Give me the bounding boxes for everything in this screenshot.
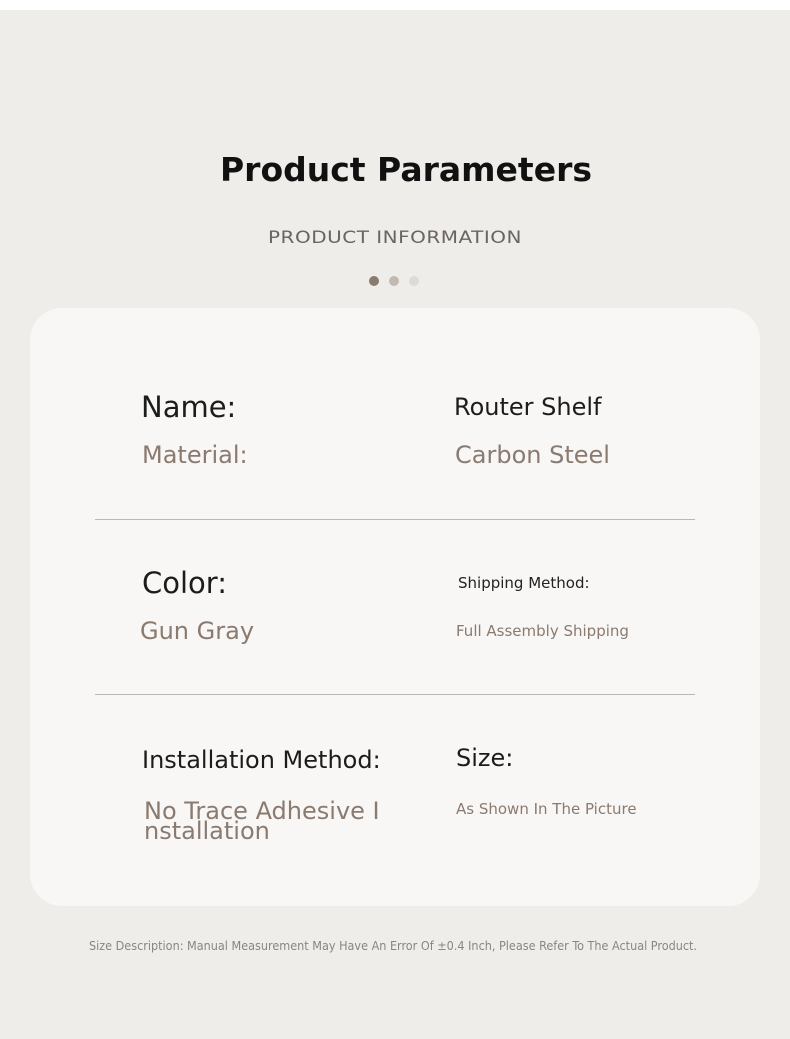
shipping-method-label: Shipping Method:: [458, 574, 590, 592]
dot-indicator-3: [409, 276, 419, 286]
shipping-method-value: Full Assembly Shipping: [456, 622, 629, 640]
divider-1: [95, 519, 695, 520]
parameters-card: [30, 308, 760, 906]
size-label: Size:: [456, 744, 514, 772]
name-label: Name:: [141, 390, 237, 424]
page-title: Product Parameters: [219, 150, 593, 189]
dot-indicator-2: [389, 276, 399, 286]
name-value: Router Shelf: [454, 393, 602, 421]
material-label: Material:: [142, 441, 248, 469]
page-background: [0, 10, 790, 1039]
color-label: Color:: [142, 566, 227, 600]
size-description-note: Size Description: Manual Measurement May Have An Error Of ±0.4 Inch, Please Refer To The Actual Product.: [88, 938, 697, 953]
dot-indicator-1: [369, 276, 379, 286]
carousel-dots: [369, 276, 419, 286]
size-value: As Shown In The Picture: [456, 800, 637, 818]
installation-method-value: No Trace Adhesive Installation: [144, 797, 380, 845]
installation-method-label: Installation Method:: [142, 746, 381, 774]
color-value: Gun Gray: [140, 617, 255, 645]
divider-2: [95, 694, 695, 695]
material-value: Carbon Steel: [455, 441, 610, 469]
page-subtitle: PRODUCT INFORMATION: [268, 226, 522, 248]
